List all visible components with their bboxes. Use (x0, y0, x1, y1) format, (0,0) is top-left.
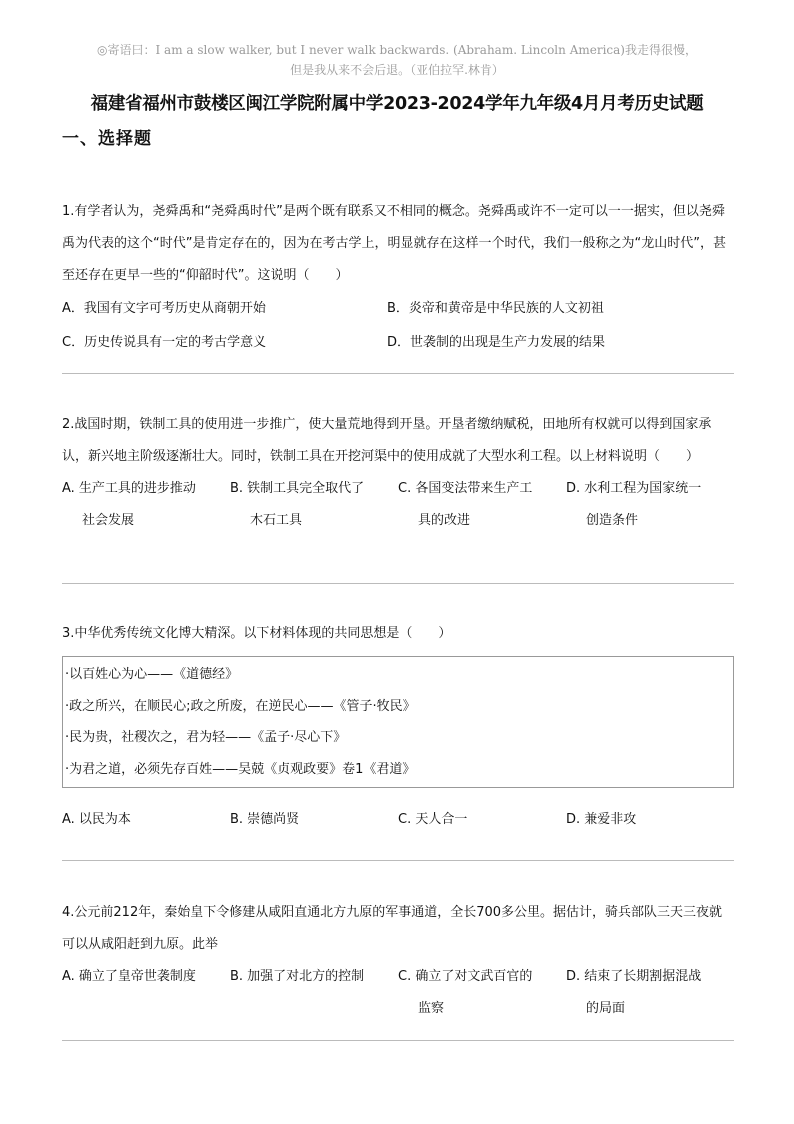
option-b[interactable] (230, 961, 398, 1025)
question-1 (62, 196, 734, 360)
option-label: D. 水利工程为国家统一 (566, 481, 702, 496)
quote-line: ·以百姓心为心——《道德经》 (65, 667, 239, 682)
option-b[interactable]: B. 崇德尚贤 (230, 812, 300, 827)
option-a[interactable]: A. 以民为本 (62, 812, 131, 827)
options (62, 804, 734, 836)
motto-line-1: ◎寄语曰：I am a slow walker, but I never walk backwards. (Abraham. Lincoln America)我走得很慢， (97, 43, 697, 57)
option-a[interactable] (62, 961, 230, 1025)
question-2 (62, 409, 734, 537)
option-label-cont: 的局面 (586, 1001, 626, 1016)
options (62, 292, 734, 360)
quote-line: ·民为贵，社稷次之，君为轻——《孟子·尽心下》 (65, 730, 347, 745)
motto-header (40, 40, 754, 80)
option-d[interactable]: D. 兼爱非攻 (566, 812, 637, 827)
divider (62, 1040, 734, 1041)
quote-line: ·政之所兴，在顺民心;政之所废，在逆民心——《管子·牧民》 (65, 698, 416, 714)
option-label-cont: 木石工具 (250, 513, 303, 528)
section-heading: 一、选择题 (62, 129, 152, 149)
option-label: B. 加强了对北方的控制 (230, 969, 365, 984)
divider (62, 860, 734, 861)
options (62, 961, 734, 1025)
quote-line: ·为君之道，必须先存百姓——吴兢《贞观政要》卷1《君道》 (65, 761, 416, 777)
option-b[interactable]: B．炎帝和黄帝是中华民族的人文初祖 (387, 301, 604, 316)
question-stem: 1.有学者认为，尧舜禹和“尧舜禹时代”是两个既有联系又不相同的概念。尧舜禹或许不一定可以一一据实，但以尧舜禹为代表的这个“时代”是肯定存在的，因为在考古学上，明显就存在这样一个时代，我们一般称之为“龙山时代”，甚至还存在更早一些的“仰韶时代”。这说明（ ） (62, 204, 726, 283)
option-c[interactable]: C. 天人合一 (398, 812, 468, 827)
option-label-cont: 具的改进 (418, 513, 471, 528)
question-stem: 4.公元前212年，秦始皇下令修建从咸阳直通北方九原的军事通道，全长700多公里。据估计，骑兵部队三天三夜就可以从咸阳赶到九原。此举 (62, 905, 723, 952)
option-label-cont: 监察 (418, 1001, 445, 1016)
divider (62, 373, 734, 374)
option-label-cont: 社会发展 (82, 513, 135, 528)
option-label: A. 确立了皇帝世袭制度 (62, 969, 196, 984)
option-label: A. 生产工具的进步推动 (62, 481, 196, 496)
quote-box (62, 656, 734, 788)
option-label: C. 确立了对文武百官的 (398, 969, 533, 984)
page-title: 福建省福州市鼓楼区闽江学院附属中学2023-2024学年九年级4月月考历史试题 (90, 94, 704, 114)
option-c[interactable] (398, 473, 566, 537)
divider (62, 583, 734, 584)
option-d[interactable] (566, 473, 734, 537)
option-a[interactable]: A．我国有文字可考历史从商朝开始 (62, 301, 266, 316)
option-c[interactable]: C．历史传说具有一定的考古学意义 (62, 335, 267, 350)
motto-line-2: 但是我从来不会后退。（亚伯拉罕.林肯） (290, 63, 504, 77)
option-d[interactable]: D．世袭制的出现是生产力发展的结果 (387, 335, 606, 350)
question-3 (62, 618, 734, 836)
question-stem: 3.中华优秀传统文化博大精深。以下材料体现的共同思想是（ ） (62, 626, 452, 641)
question-stem: 2.战国时期，铁制工具的使用进一步推广，使大量荒地得到开垦。开垦者缴纳赋税，田地所有权就可以得到国家承认，新兴地主阶级逐渐壮大。同时，铁制工具在开挖河渠中的使用成就了大型水利工程。以上材料说明（ ） (62, 417, 712, 464)
option-label-cont: 创造条件 (586, 513, 639, 528)
options (62, 473, 734, 537)
option-label: B. 铁制工具完全取代了 (230, 481, 365, 496)
option-d[interactable] (566, 961, 734, 1025)
option-a[interactable] (62, 473, 230, 537)
option-b[interactable] (230, 473, 398, 537)
option-label: D. 结束了长期割据混战 (566, 969, 702, 984)
option-label: C. 各国变法带来生产工 (398, 481, 533, 496)
question-4 (62, 897, 734, 1025)
option-c[interactable] (398, 961, 566, 1025)
